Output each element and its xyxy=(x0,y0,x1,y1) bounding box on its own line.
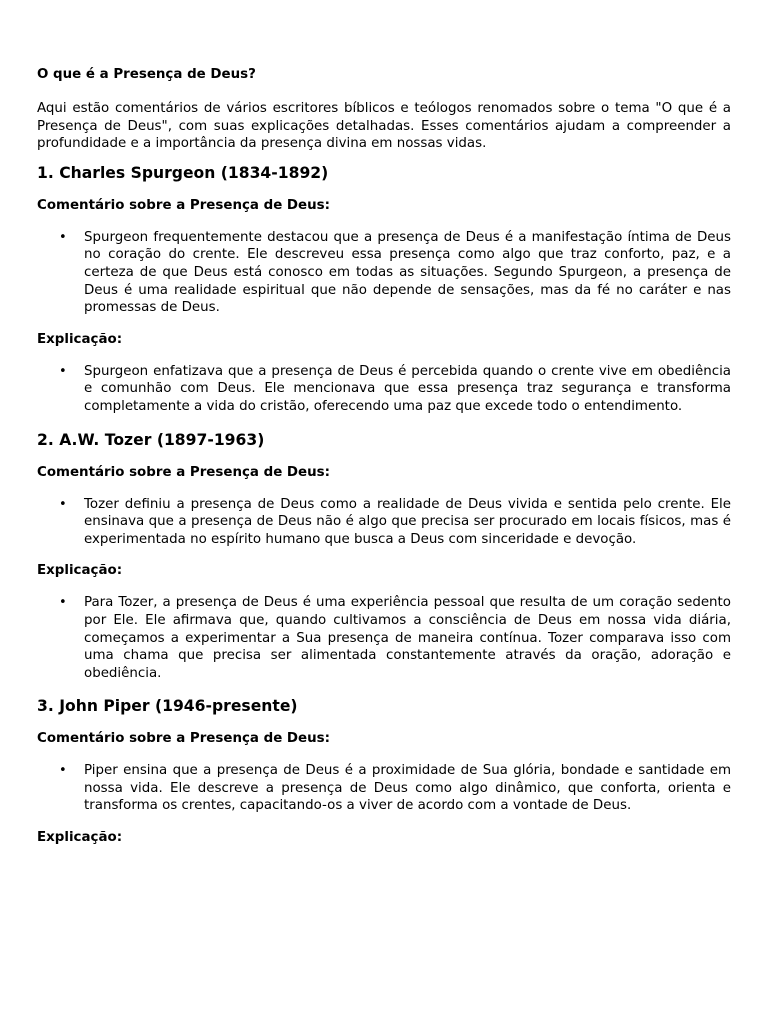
intro-paragraph: Aqui estão comentários de vários escritores bíblicos e teólogos renomados sobre o tema "O que é a Presença de Deus", com suas explicações detalhadas. Esses comentários ajudam a compreender a profundidade e a importância da presença divina em nossas vidas. xyxy=(37,101,731,152)
comment-list xyxy=(37,762,731,815)
comment-text: Tozer definiu a presença de Deus como a realidade de Deus vivida e sentida pelo crente. Ele ensinava que a presença de Deus não é algo que precisa ser procurado em locais físicos, mas é experimentada no espírito humano que busca a Deus com sinceridade e devoção. xyxy=(84,496,731,547)
explanation-list xyxy=(37,363,731,416)
comment-label: Comentário sobre a Presença de Deus: xyxy=(37,464,330,480)
bullet-icon: • xyxy=(59,595,67,611)
explanation-label: Explicação: xyxy=(37,830,123,846)
document-page xyxy=(37,66,731,861)
section-heading: 2. A.W. Tozer (1897-1963) xyxy=(37,430,265,449)
comment-label: Comentário sobre a Presença de Deus: xyxy=(37,197,330,213)
list-item xyxy=(37,496,731,549)
section-spurgeon xyxy=(37,163,731,416)
explanation-label: Explicação: xyxy=(37,563,123,579)
bullet-icon: • xyxy=(59,363,67,379)
comment-list xyxy=(37,496,731,549)
explanation-label: Explicação: xyxy=(37,331,123,347)
comment-text: Piper ensina que a presença de Deus é a proximidade de Sua glória, bondade e santidade em nossa vida. Ele descreve a presença de Deus como algo dinâmico, que conforta, orienta e transforma os crentes, capacitando-os a viver de acordo com a vontade de Deus. xyxy=(84,763,731,814)
document-title: O que é a Presença de Deus? xyxy=(37,67,256,82)
list-item xyxy=(37,229,731,317)
section-piper xyxy=(37,696,731,847)
comment-list xyxy=(37,229,731,317)
comment-text: Spurgeon frequentemente destacou que a presença de Deus é a manifestação íntima de Deus no coração do crente. Ele descreveu essa presença como algo que traz conforto, paz, e a certeza de que Deus está conosco em todas as situações. Segundo Spurgeon, a presença de Deus é uma realidade espiritual que não depende de sensações, mas da fé no caráter e nas promessas de Deus. xyxy=(84,229,731,316)
bullet-icon: • xyxy=(59,229,67,245)
section-tozer xyxy=(37,430,731,683)
explanation-list xyxy=(37,594,731,682)
explanation-text: Spurgeon enfatizava que a presença de Deus é percebida quando o crente vive em obediência e comunhão com Deus. Ele mencionava que essa presença traz segurança e transforma completamente a vida do cristão, oferecendo uma paz que excede todo o entendimento. xyxy=(84,363,731,414)
bullet-icon: • xyxy=(59,496,67,512)
list-item xyxy=(37,762,731,815)
section-heading: 3. John Piper (1946-presente) xyxy=(37,697,298,716)
section-heading: 1. Charles Spurgeon (1834-1892) xyxy=(37,163,329,182)
list-item xyxy=(37,363,731,416)
comment-label: Comentário sobre a Presença de Deus: xyxy=(37,731,330,747)
bullet-icon: • xyxy=(59,763,67,779)
list-item xyxy=(37,594,731,682)
explanation-text: Para Tozer, a presença de Deus é uma experiência pessoal que resulta de um coração sedento por Ele. Ele afirmava que, quando cultivamos a consciência de Deus em nossa vida diária, começamos a experimentar a Sua presença de maneira contínua. Tozer comparava isso com uma chama que precisa ser alimentada constantemente através da oração, adoração e obediência. xyxy=(84,595,731,681)
